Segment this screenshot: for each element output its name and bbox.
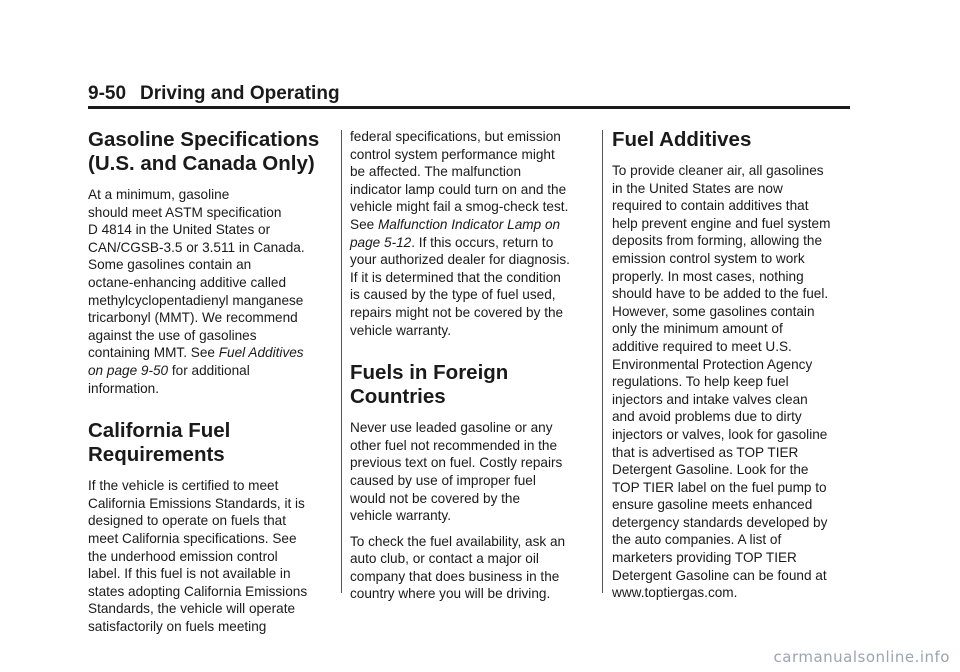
page-header xyxy=(88,82,340,106)
chapter-title: Driving and Operating xyxy=(140,83,340,104)
link-page-5-12[interactable]: page 5-12 xyxy=(350,234,412,250)
column-2 xyxy=(350,128,594,611)
link-malfunction-indicator-lamp[interactable]: Malfunction Indicator Lamp on xyxy=(377,216,561,232)
heading-california-fuel: California Fuel Requirements xyxy=(88,419,231,467)
paragraph-leaded-gasoline: Never use leaded gasoline or any other fuel not recommended in the previous text on fuel. Costly repairs caused by use of improper fuel would not be covered by the vehicle warranty. xyxy=(350,420,563,524)
column-1 xyxy=(88,128,338,643)
link-fuel-additives[interactable]: Fuel Additives xyxy=(218,345,304,361)
page-number: 9-50 xyxy=(88,83,127,104)
paragraph-gasoline-specifications: At a minimum, gasoline should meet ASTM specification D 4814 in the United States or CAN/CGSB-3.5 or 3.511 in Canada. Some gasolines contain an octane-enhancing additive called methylcyclopentadienyl manganese tricarbonyl (MMT). We recommend against the use of gasolines containing MMT. See Fuel Additives on page 9-50 for additional information. xyxy=(88,187,305,396)
heading-fuels-foreign-countries: Fuels in Foreign Countries xyxy=(350,361,509,409)
paragraph-fuel-additives: To provide cleaner air, all gasolines in the United States are now required to contain additives that help prevent engine and fuel system deposits from forming, allowing the emission control system to work properly. In most cases, nothing should have to be added to the fuel. However, some gasolines contain only the minimum amount of additive required to meet U.S. Environmental Protection Agency regulations. To help keep fuel injectors and intake valves clean and avoid problems due to dirty injectors or valves, look for gasoline that is advertised as TOP TIER Detergent Gasoline. Look for the TOP TIER label on the fuel pump to ensure gasoline meets enhanced detergency standards developed by the auto companies. A list of marketers providing TOP TIER Detergent Gasoline can be found at www.toptiergas.com. xyxy=(612,163,831,601)
heading-fuel-additives: Fuel Additives xyxy=(612,128,752,151)
paragraph-federal-specifications: federal specifications, but emission control system performance might be affected. The malfunction indicator lamp could turn on and the vehicle might fail a smog-check test. See Malfunction Indicator Lamp on page 5-12. If this occurs, return to your authorized dealer for diagnosis. If it is determined that the condition is caused by the type of fuel used, repairs might not be covered by the vehicle warranty. xyxy=(350,129,570,338)
heading-gasoline-specifications: Gasoline Specifications (U.S. and Canada Only) xyxy=(88,128,320,175)
paragraph-fuel-availability: To check the fuel availability, ask an auto club, or contact a major oil company that does business in the country where you will be driving. xyxy=(350,533,566,602)
column-3 xyxy=(612,128,856,610)
header-rule xyxy=(88,106,850,109)
column-divider-2 xyxy=(602,130,603,593)
paragraph-california-fuel: If the vehicle is certified to meet California Emissions Standards, it is designed to operate on fuels that meet California specifications. See the underhood emission control label. If this fuel is not available in states adopting California Emissions Standards, the vehicle will operate satisfactorily on fuels meeting xyxy=(88,478,308,634)
link-page-9-50[interactable]: on page 9-50 xyxy=(88,362,169,378)
column-divider-1 xyxy=(341,130,342,593)
watermark: carmanualsonline.info xyxy=(773,648,950,666)
